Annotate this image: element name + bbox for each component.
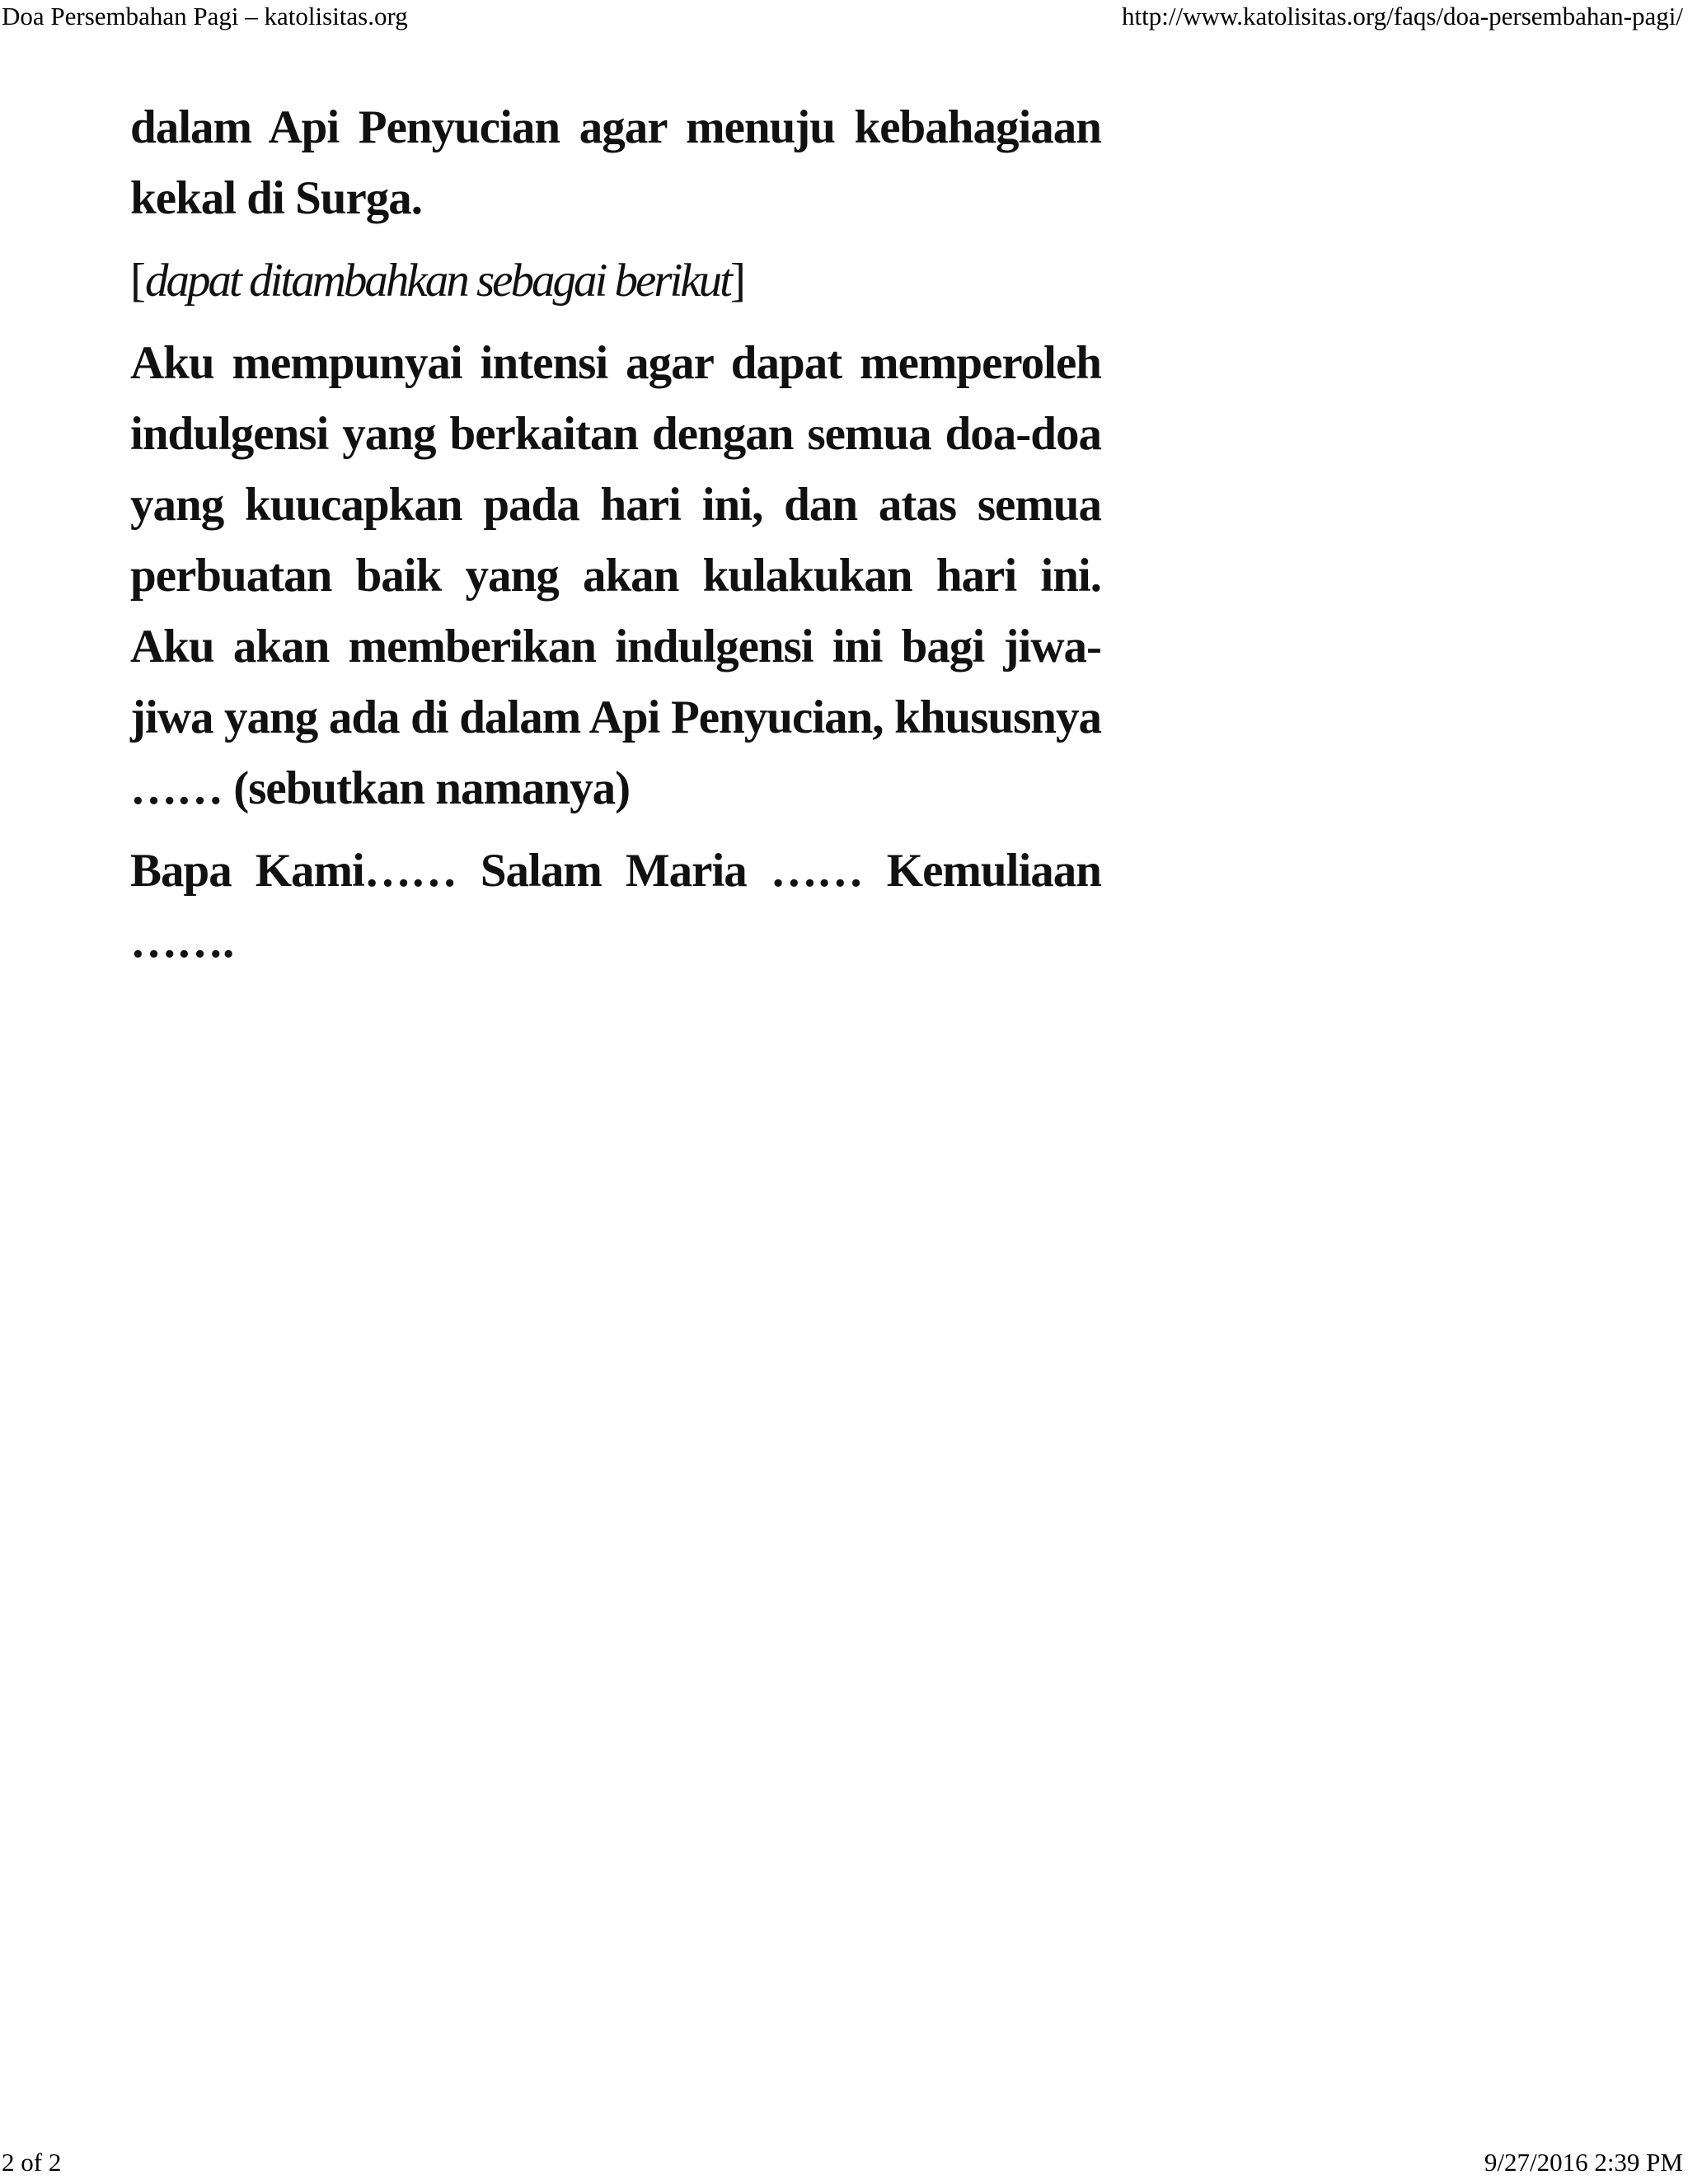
page-url: http://www.katolisitas.org/faqs/doa-persembahan-pagi/: [1122, 2, 1683, 30]
additional-note: [130, 246, 1101, 316]
page-number: 2 of 2: [2, 2148, 62, 2177]
note-close-bracket: ]: [729, 255, 745, 307]
paragraph-indulgence-intention: Aku mempunyai intensi agar dapat memperoleh indulgensi yang berkaitan dengan semua doa-doa yang kuucapkan pada hari ini, dan atas semua perbuatan baik yang akan kulakukan hari ini. Aku akan memberikan indulgensi ini bagi jiwa-jiwa yang ada di dalam Api Penyucian, khususnya …… (sebutkan namanya): [130, 337, 1101, 814]
note-open-bracket: [: [130, 255, 145, 307]
page-title: Doa Persembahan Pagi – katolisitas.org: [2, 2, 408, 30]
paragraph-closing-prayers: Bapa Kami…… Salam Maria …… Kemuliaan …….: [130, 845, 1101, 968]
paragraph-purgatory: dalam Api Penyucian agar menuju kebahagiaan kekal di Surga.: [130, 101, 1101, 224]
note-text: dapat ditambahkan sebagai berikut: [144, 255, 730, 307]
document-body: [130, 92, 1101, 989]
print-timestamp: 9/27/2016 2:39 PM: [1484, 2148, 1683, 2177]
